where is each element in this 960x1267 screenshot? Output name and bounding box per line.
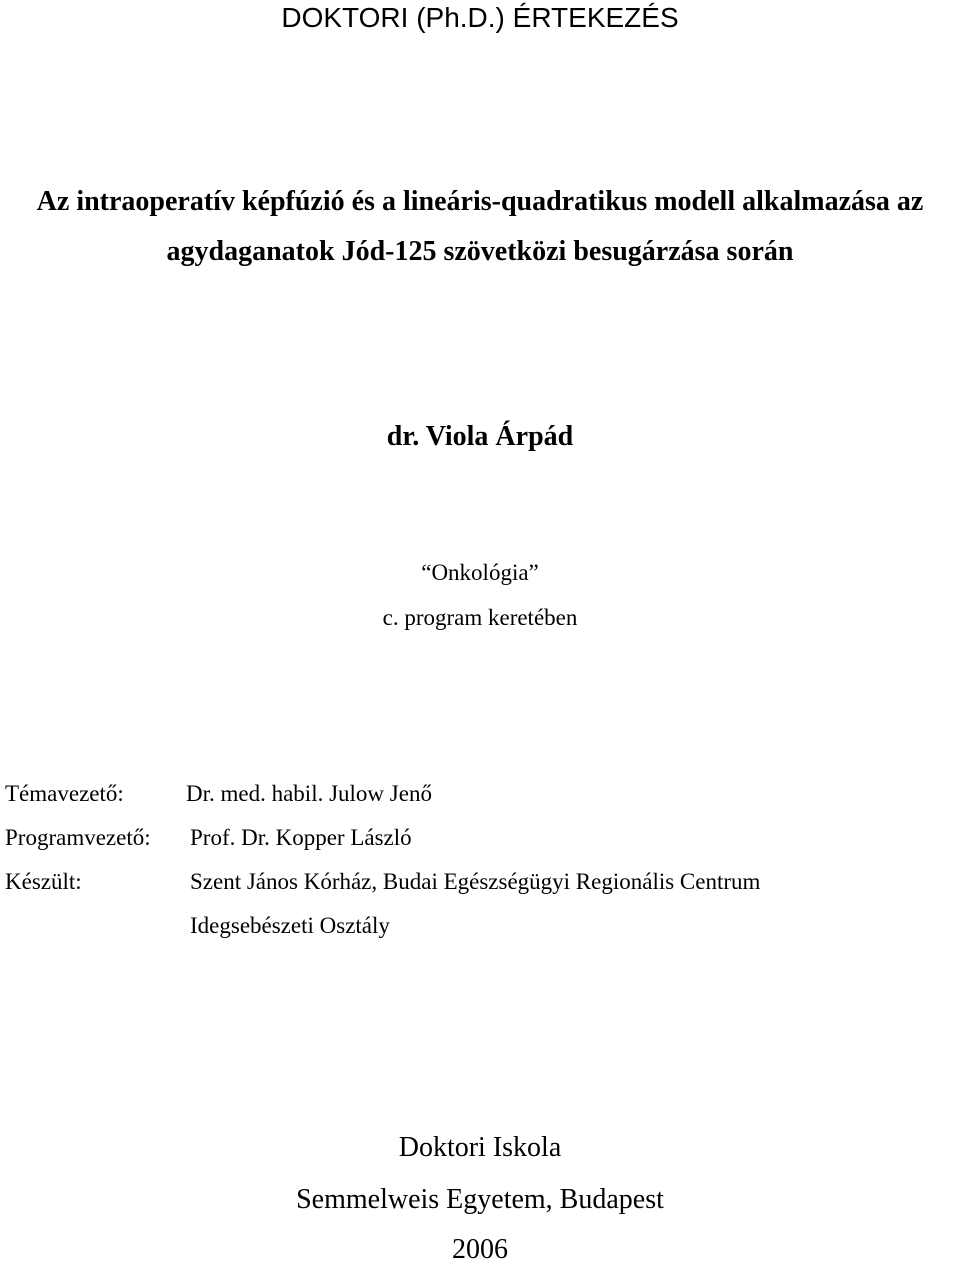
thesis-title-line-1: Az intraoperatív képfúzió és a lineáris-quadratikus modell alkalmazása az — [36, 186, 924, 217]
university-name: Semmelweis Egyetem, Budapest — [296, 1184, 664, 1215]
publication-year: 2006 — [452, 1234, 508, 1265]
made-at-label: Készült: — [5, 869, 82, 894]
program-suffix: c. program keretében — [382, 605, 578, 630]
doctoral-school: Doktori Iskola — [398, 1132, 562, 1163]
author-name: dr. Viola Árpád — [386, 421, 574, 452]
program-name: “Onkológia” — [421, 560, 539, 585]
supervisor-label: Témavezető: — [5, 781, 124, 806]
made-at-value-line-1: Szent János Kórház, Budai Egészségügyi Regionális Centrum — [190, 869, 761, 894]
thesis-title-line-2: agydaganatok Jód-125 szövetközi besugárzása során — [166, 236, 794, 267]
supervisor-value: Dr. med. habil. Julow Jenő — [186, 781, 432, 806]
document-header: DOKTORI (Ph.D.) ÉRTEKEZÉS — [281, 2, 679, 33]
program-leader-label: Programvezető: — [5, 825, 151, 850]
made-at-value-line-2: Idegsebészeti Osztály — [190, 913, 390, 938]
program-leader-value: Prof. Dr. Kopper László — [190, 825, 412, 850]
